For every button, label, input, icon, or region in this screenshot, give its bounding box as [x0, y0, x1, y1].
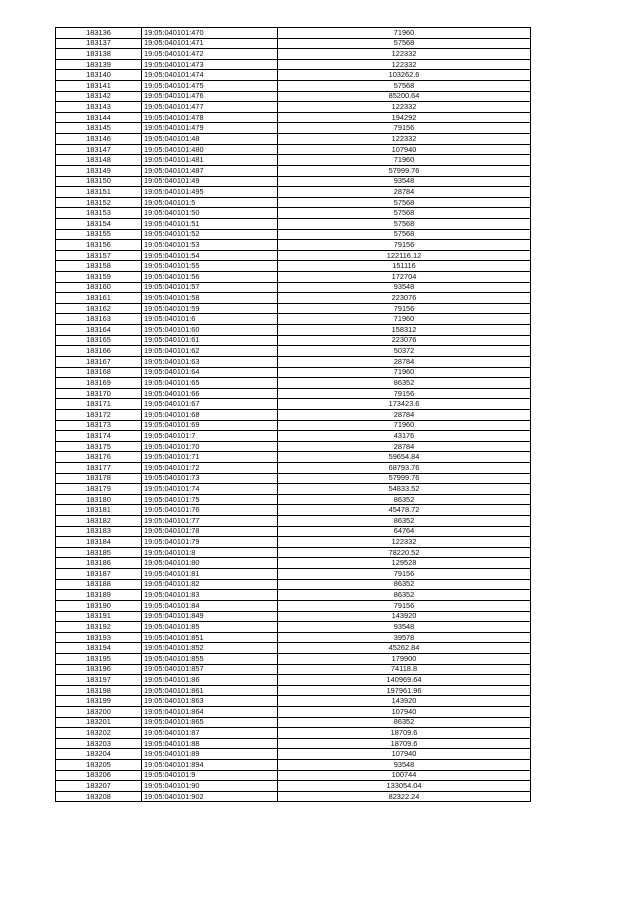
row-number-cell: 183161	[56, 293, 142, 304]
value-cell: 79156	[278, 240, 531, 251]
value-cell: 28784	[278, 356, 531, 367]
table-row	[56, 91, 531, 102]
cadastral-number-cell: 19:05:040101:478	[142, 112, 278, 123]
cadastral-number-cell: 19:05:040101:471	[142, 38, 278, 49]
table-row	[56, 420, 531, 431]
value-cell: 86352	[278, 516, 531, 527]
cadastral-number-cell: 19:05:040101:852	[142, 643, 278, 654]
value-cell: 39578	[278, 632, 531, 643]
cadastral-number-cell: 19:05:040101:55	[142, 261, 278, 272]
value-cell: 57568	[278, 208, 531, 219]
value-cell: 197961.96	[278, 685, 531, 696]
row-number-cell: 183167	[56, 356, 142, 367]
cadastral-number-cell: 19:05:040101:70	[142, 441, 278, 452]
value-cell: 93548	[278, 760, 531, 771]
table-row	[56, 293, 531, 304]
cadastral-number-cell: 19:05:040101:56	[142, 272, 278, 283]
cadastral-number-cell: 19:05:040101:48	[142, 134, 278, 145]
value-cell: 172704	[278, 272, 531, 283]
cadastral-number-cell: 19:05:040101:470	[142, 28, 278, 39]
value-cell: 86352	[278, 590, 531, 601]
value-cell: 79156	[278, 600, 531, 611]
cadastral-number-cell: 19:05:040101:54	[142, 250, 278, 261]
row-number-cell: 183145	[56, 123, 142, 134]
value-cell: 122332	[278, 49, 531, 60]
table-row	[56, 112, 531, 123]
cadastral-number-cell: 19:05:040101:81	[142, 569, 278, 580]
row-number-cell: 183174	[56, 431, 142, 442]
cadastral-number-cell: 19:05:040101:83	[142, 590, 278, 601]
row-number-cell: 183138	[56, 49, 142, 60]
value-cell: 79156	[278, 303, 531, 314]
cadastral-number-cell: 19:05:040101:59	[142, 303, 278, 314]
value-cell: 93548	[278, 282, 531, 293]
row-number-cell: 183203	[56, 738, 142, 749]
table-row	[56, 28, 531, 39]
value-cell: 28784	[278, 187, 531, 198]
row-number-cell: 183143	[56, 102, 142, 113]
cadastral-number-cell: 19:05:040101:74	[142, 484, 278, 495]
value-cell: 107940	[278, 144, 531, 155]
cadastral-number-cell: 19:05:040101:76	[142, 505, 278, 516]
cadastral-number-cell: 19:05:040101:473	[142, 59, 278, 70]
row-number-cell: 183153	[56, 208, 142, 219]
table-row	[56, 675, 531, 686]
row-number-cell: 183137	[56, 38, 142, 49]
row-number-cell: 183178	[56, 473, 142, 484]
value-cell: 179900	[278, 653, 531, 664]
cadastral-number-cell: 19:05:040101:82	[142, 579, 278, 590]
table-row	[56, 547, 531, 558]
table-row	[56, 473, 531, 484]
table-row	[56, 102, 531, 113]
value-cell: 57999.76	[278, 473, 531, 484]
table-row	[56, 452, 531, 463]
cadastral-number-cell: 19:05:040101:89	[142, 749, 278, 760]
row-number-cell: 183198	[56, 685, 142, 696]
cadastral-number-cell: 19:05:040101:495	[142, 187, 278, 198]
row-number-cell: 183193	[56, 632, 142, 643]
value-cell: 50372	[278, 346, 531, 357]
table-row	[56, 696, 531, 707]
table-row	[56, 59, 531, 70]
value-cell: 86352	[278, 494, 531, 505]
cadastral-number-cell: 19:05:040101:50	[142, 208, 278, 219]
cadastral-number-cell: 19:05:040101:86	[142, 675, 278, 686]
cadastral-number-cell: 19:05:040101:84	[142, 600, 278, 611]
cadastral-number-cell: 19:05:040101:863	[142, 696, 278, 707]
value-cell: 71960	[278, 314, 531, 325]
row-number-cell: 183176	[56, 452, 142, 463]
value-cell: 107940	[278, 749, 531, 760]
value-cell: 79156	[278, 569, 531, 580]
cadastral-number-cell: 19:05:040101:63	[142, 356, 278, 367]
value-cell: 194292	[278, 112, 531, 123]
table-row	[56, 579, 531, 590]
row-number-cell: 183139	[56, 59, 142, 70]
row-number-cell: 183184	[56, 537, 142, 548]
cadastral-number-cell: 19:05:040101:51	[142, 218, 278, 229]
value-cell: 85200.64	[278, 91, 531, 102]
row-number-cell: 183185	[56, 547, 142, 558]
value-cell: 45478.72	[278, 505, 531, 516]
row-number-cell: 183144	[56, 112, 142, 123]
table-row	[56, 516, 531, 527]
cadastral-number-cell: 19:05:040101:58	[142, 293, 278, 304]
cadastral-number-cell: 19:05:040101:894	[142, 760, 278, 771]
table-row	[56, 261, 531, 272]
cadastral-number-cell: 19:05:040101:472	[142, 49, 278, 60]
value-cell: 129528	[278, 558, 531, 569]
row-number-cell: 183171	[56, 399, 142, 410]
table-row	[56, 176, 531, 187]
row-number-cell: 183149	[56, 165, 142, 176]
value-cell: 28784	[278, 441, 531, 452]
row-number-cell: 183157	[56, 250, 142, 261]
table-row	[56, 643, 531, 654]
cadastral-number-cell: 19:05:040101:53	[142, 240, 278, 251]
table-row	[56, 250, 531, 261]
value-cell: 57568	[278, 197, 531, 208]
row-number-cell: 183168	[56, 367, 142, 378]
table-row	[56, 494, 531, 505]
row-number-cell: 183162	[56, 303, 142, 314]
row-number-cell: 183170	[56, 388, 142, 399]
cadastral-number-cell: 19:05:040101:71	[142, 452, 278, 463]
cadastral-number-cell: 19:05:040101:77	[142, 516, 278, 527]
cadastral-number-cell: 19:05:040101:861	[142, 685, 278, 696]
cadastral-number-cell: 19:05:040101:60	[142, 325, 278, 336]
row-number-cell: 183204	[56, 749, 142, 760]
table-row	[56, 367, 531, 378]
value-cell: 122332	[278, 59, 531, 70]
row-number-cell: 183155	[56, 229, 142, 240]
cadastral-number-cell: 19:05:040101:477	[142, 102, 278, 113]
table-row	[56, 218, 531, 229]
value-cell: 71960	[278, 28, 531, 39]
row-number-cell: 183182	[56, 516, 142, 527]
cadastral-number-cell: 19:05:040101:72	[142, 462, 278, 473]
row-number-cell: 183169	[56, 378, 142, 389]
table-row	[56, 325, 531, 336]
row-number-cell: 183177	[56, 462, 142, 473]
value-cell: 122332	[278, 102, 531, 113]
row-number-cell: 183140	[56, 70, 142, 81]
table-row	[56, 229, 531, 240]
cadastral-number-cell: 19:05:040101:65	[142, 378, 278, 389]
table-row	[56, 791, 531, 802]
cadastral-number-cell: 19:05:040101:52	[142, 229, 278, 240]
table-row	[56, 431, 531, 442]
table-row	[56, 49, 531, 60]
cadastral-number-cell: 19:05:040101:480	[142, 144, 278, 155]
cadastral-number-cell: 19:05:040101:9	[142, 770, 278, 781]
value-cell: 18709.6	[278, 738, 531, 749]
cadastral-number-cell: 19:05:040101:479	[142, 123, 278, 134]
table-row	[56, 537, 531, 548]
table-row	[56, 240, 531, 251]
row-number-cell: 183195	[56, 653, 142, 664]
row-number-cell: 183151	[56, 187, 142, 198]
value-cell: 158312	[278, 325, 531, 336]
table-row	[56, 749, 531, 760]
value-cell: 103262.6	[278, 70, 531, 81]
value-cell: 173423.6	[278, 399, 531, 410]
cadastral-number-cell: 19:05:040101:90	[142, 781, 278, 792]
row-number-cell: 183188	[56, 579, 142, 590]
row-number-cell: 183172	[56, 409, 142, 420]
value-cell: 151116	[278, 261, 531, 272]
value-cell: 74118.8	[278, 664, 531, 675]
value-cell: 86352	[278, 378, 531, 389]
table-row	[56, 346, 531, 357]
table-row	[56, 187, 531, 198]
table-row	[56, 123, 531, 134]
value-cell: 28784	[278, 409, 531, 420]
table-row	[56, 770, 531, 781]
table-row	[56, 197, 531, 208]
value-cell: 223076	[278, 335, 531, 346]
cadastral-number-cell: 19:05:040101:78	[142, 526, 278, 537]
row-number-cell: 183187	[56, 569, 142, 580]
table-row	[56, 388, 531, 399]
row-number-cell: 183189	[56, 590, 142, 601]
table-row	[56, 558, 531, 569]
cadastral-number-cell: 19:05:040101:79	[142, 537, 278, 548]
table-row	[56, 335, 531, 346]
cadastral-number-cell: 19:05:040101:851	[142, 632, 278, 643]
value-cell: 93548	[278, 176, 531, 187]
value-cell: 57568	[278, 229, 531, 240]
row-number-cell: 183147	[56, 144, 142, 155]
row-number-cell: 183159	[56, 272, 142, 283]
table-row	[56, 685, 531, 696]
row-number-cell: 183163	[56, 314, 142, 325]
table-row	[56, 600, 531, 611]
table-row	[56, 165, 531, 176]
cadastral-number-cell: 19:05:040101:8	[142, 547, 278, 558]
value-cell: 82322.24	[278, 791, 531, 802]
row-number-cell: 183150	[56, 176, 142, 187]
value-cell: 79156	[278, 123, 531, 134]
table-row	[56, 378, 531, 389]
table-row	[56, 632, 531, 643]
table-row	[56, 760, 531, 771]
row-number-cell: 183165	[56, 335, 142, 346]
table-row	[56, 738, 531, 749]
table-row	[56, 399, 531, 410]
row-number-cell: 183136	[56, 28, 142, 39]
table-row	[56, 314, 531, 325]
value-cell: 143920	[278, 611, 531, 622]
cadastral-number-cell: 19:05:040101:6	[142, 314, 278, 325]
value-cell: 79156	[278, 388, 531, 399]
table-row	[56, 208, 531, 219]
row-number-cell: 183173	[56, 420, 142, 431]
table-row	[56, 70, 531, 81]
cadastral-number-cell: 19:05:040101:7	[142, 431, 278, 442]
row-number-cell: 183141	[56, 81, 142, 92]
value-cell: 143920	[278, 696, 531, 707]
cadastral-number-cell: 19:05:040101:85	[142, 622, 278, 633]
table-row	[56, 622, 531, 633]
row-number-cell: 183208	[56, 791, 142, 802]
cadastral-number-cell: 19:05:040101:855	[142, 653, 278, 664]
cadastral-number-cell: 19:05:040101:66	[142, 388, 278, 399]
cadastral-number-cell: 19:05:040101:49	[142, 176, 278, 187]
row-number-cell: 183164	[56, 325, 142, 336]
table-row	[56, 590, 531, 601]
table-row	[56, 303, 531, 314]
row-number-cell: 183156	[56, 240, 142, 251]
row-number-cell: 183166	[56, 346, 142, 357]
cadastral-number-cell: 19:05:040101:73	[142, 473, 278, 484]
table-row	[56, 38, 531, 49]
value-cell: 71960	[278, 420, 531, 431]
table-row	[56, 611, 531, 622]
value-cell: 57568	[278, 81, 531, 92]
row-number-cell: 183201	[56, 717, 142, 728]
value-cell: 100744	[278, 770, 531, 781]
cadastral-number-cell: 19:05:040101:475	[142, 81, 278, 92]
row-number-cell: 183190	[56, 600, 142, 611]
row-number-cell: 183191	[56, 611, 142, 622]
value-cell: 57568	[278, 218, 531, 229]
table-row	[56, 272, 531, 283]
value-cell: 18709.6	[278, 728, 531, 739]
cadastral-number-cell: 19:05:040101:902	[142, 791, 278, 802]
table-row	[56, 155, 531, 166]
cadastral-number-cell: 19:05:040101:481	[142, 155, 278, 166]
table-row	[56, 441, 531, 452]
table-row	[56, 282, 531, 293]
value-cell: 71960	[278, 155, 531, 166]
row-number-cell: 183207	[56, 781, 142, 792]
row-number-cell: 183196	[56, 664, 142, 675]
row-number-cell: 183158	[56, 261, 142, 272]
cadastral-number-cell: 19:05:040101:857	[142, 664, 278, 675]
cadastral-number-cell: 19:05:040101:864	[142, 707, 278, 718]
row-number-cell: 183183	[56, 526, 142, 537]
value-cell: 43176	[278, 431, 531, 442]
table-row	[56, 717, 531, 728]
value-cell: 93548	[278, 622, 531, 633]
value-cell: 45262.84	[278, 643, 531, 654]
cadastral-number-cell: 19:05:040101:61	[142, 335, 278, 346]
row-number-cell: 183199	[56, 696, 142, 707]
row-number-cell: 183154	[56, 218, 142, 229]
table-row	[56, 81, 531, 92]
table-row	[56, 653, 531, 664]
table-row	[56, 664, 531, 675]
cadastral-number-cell: 19:05:040101:62	[142, 346, 278, 357]
cadastral-number-cell: 19:05:040101:87	[142, 728, 278, 739]
table-row	[56, 569, 531, 580]
row-number-cell: 183202	[56, 728, 142, 739]
table-row	[56, 484, 531, 495]
cadastral-number-cell: 19:05:040101:849	[142, 611, 278, 622]
row-number-cell: 183160	[56, 282, 142, 293]
cadastral-number-cell: 19:05:040101:476	[142, 91, 278, 102]
value-cell: 122116.12	[278, 250, 531, 261]
row-number-cell: 183142	[56, 91, 142, 102]
value-cell: 71960	[278, 367, 531, 378]
row-number-cell: 183192	[56, 622, 142, 633]
cadastral-number-cell: 19:05:040101:80	[142, 558, 278, 569]
cadastral-number-cell: 19:05:040101:487	[142, 165, 278, 176]
row-number-cell: 183197	[56, 675, 142, 686]
row-number-cell: 183175	[56, 441, 142, 452]
cadastral-number-cell: 19:05:040101:75	[142, 494, 278, 505]
table-row	[56, 728, 531, 739]
value-cell: 140969.64	[278, 675, 531, 686]
value-cell: 122332	[278, 134, 531, 145]
value-cell: 78220.52	[278, 547, 531, 558]
table-row	[56, 781, 531, 792]
row-number-cell: 183146	[56, 134, 142, 145]
cadastral-number-cell: 19:05:040101:865	[142, 717, 278, 728]
value-cell: 122332	[278, 537, 531, 548]
row-number-cell: 183181	[56, 505, 142, 516]
value-cell: 86352	[278, 579, 531, 590]
data-table	[55, 27, 531, 802]
value-cell: 68793.76	[278, 462, 531, 473]
row-number-cell: 183186	[56, 558, 142, 569]
value-cell: 86352	[278, 717, 531, 728]
row-number-cell: 183180	[56, 494, 142, 505]
row-number-cell: 183200	[56, 707, 142, 718]
table-row	[56, 409, 531, 420]
table-row	[56, 462, 531, 473]
row-number-cell: 183148	[56, 155, 142, 166]
row-number-cell: 183205	[56, 760, 142, 771]
row-number-cell: 183179	[56, 484, 142, 495]
cadastral-number-cell: 19:05:040101:57	[142, 282, 278, 293]
cadastral-number-cell: 19:05:040101:474	[142, 70, 278, 81]
table-row	[56, 505, 531, 516]
table-row	[56, 144, 531, 155]
row-number-cell: 183152	[56, 197, 142, 208]
value-cell: 223076	[278, 293, 531, 304]
value-cell: 57999.76	[278, 165, 531, 176]
cadastral-number-cell: 19:05:040101:5	[142, 197, 278, 208]
value-cell: 133054.04	[278, 781, 531, 792]
row-number-cell: 183194	[56, 643, 142, 654]
table-body	[56, 28, 531, 802]
cadastral-number-cell: 19:05:040101:69	[142, 420, 278, 431]
value-cell: 64764	[278, 526, 531, 537]
cadastral-number-cell: 19:05:040101:68	[142, 409, 278, 420]
table-row	[56, 526, 531, 537]
cadastral-number-cell: 19:05:040101:88	[142, 738, 278, 749]
value-cell: 54833.52	[278, 484, 531, 495]
value-cell: 57568	[278, 38, 531, 49]
cadastral-number-cell: 19:05:040101:64	[142, 367, 278, 378]
table-row	[56, 134, 531, 145]
value-cell: 107940	[278, 707, 531, 718]
cadastral-number-cell: 19:05:040101:67	[142, 399, 278, 410]
table-row	[56, 356, 531, 367]
value-cell: 59654.84	[278, 452, 531, 463]
table-row	[56, 707, 531, 718]
row-number-cell: 183206	[56, 770, 142, 781]
